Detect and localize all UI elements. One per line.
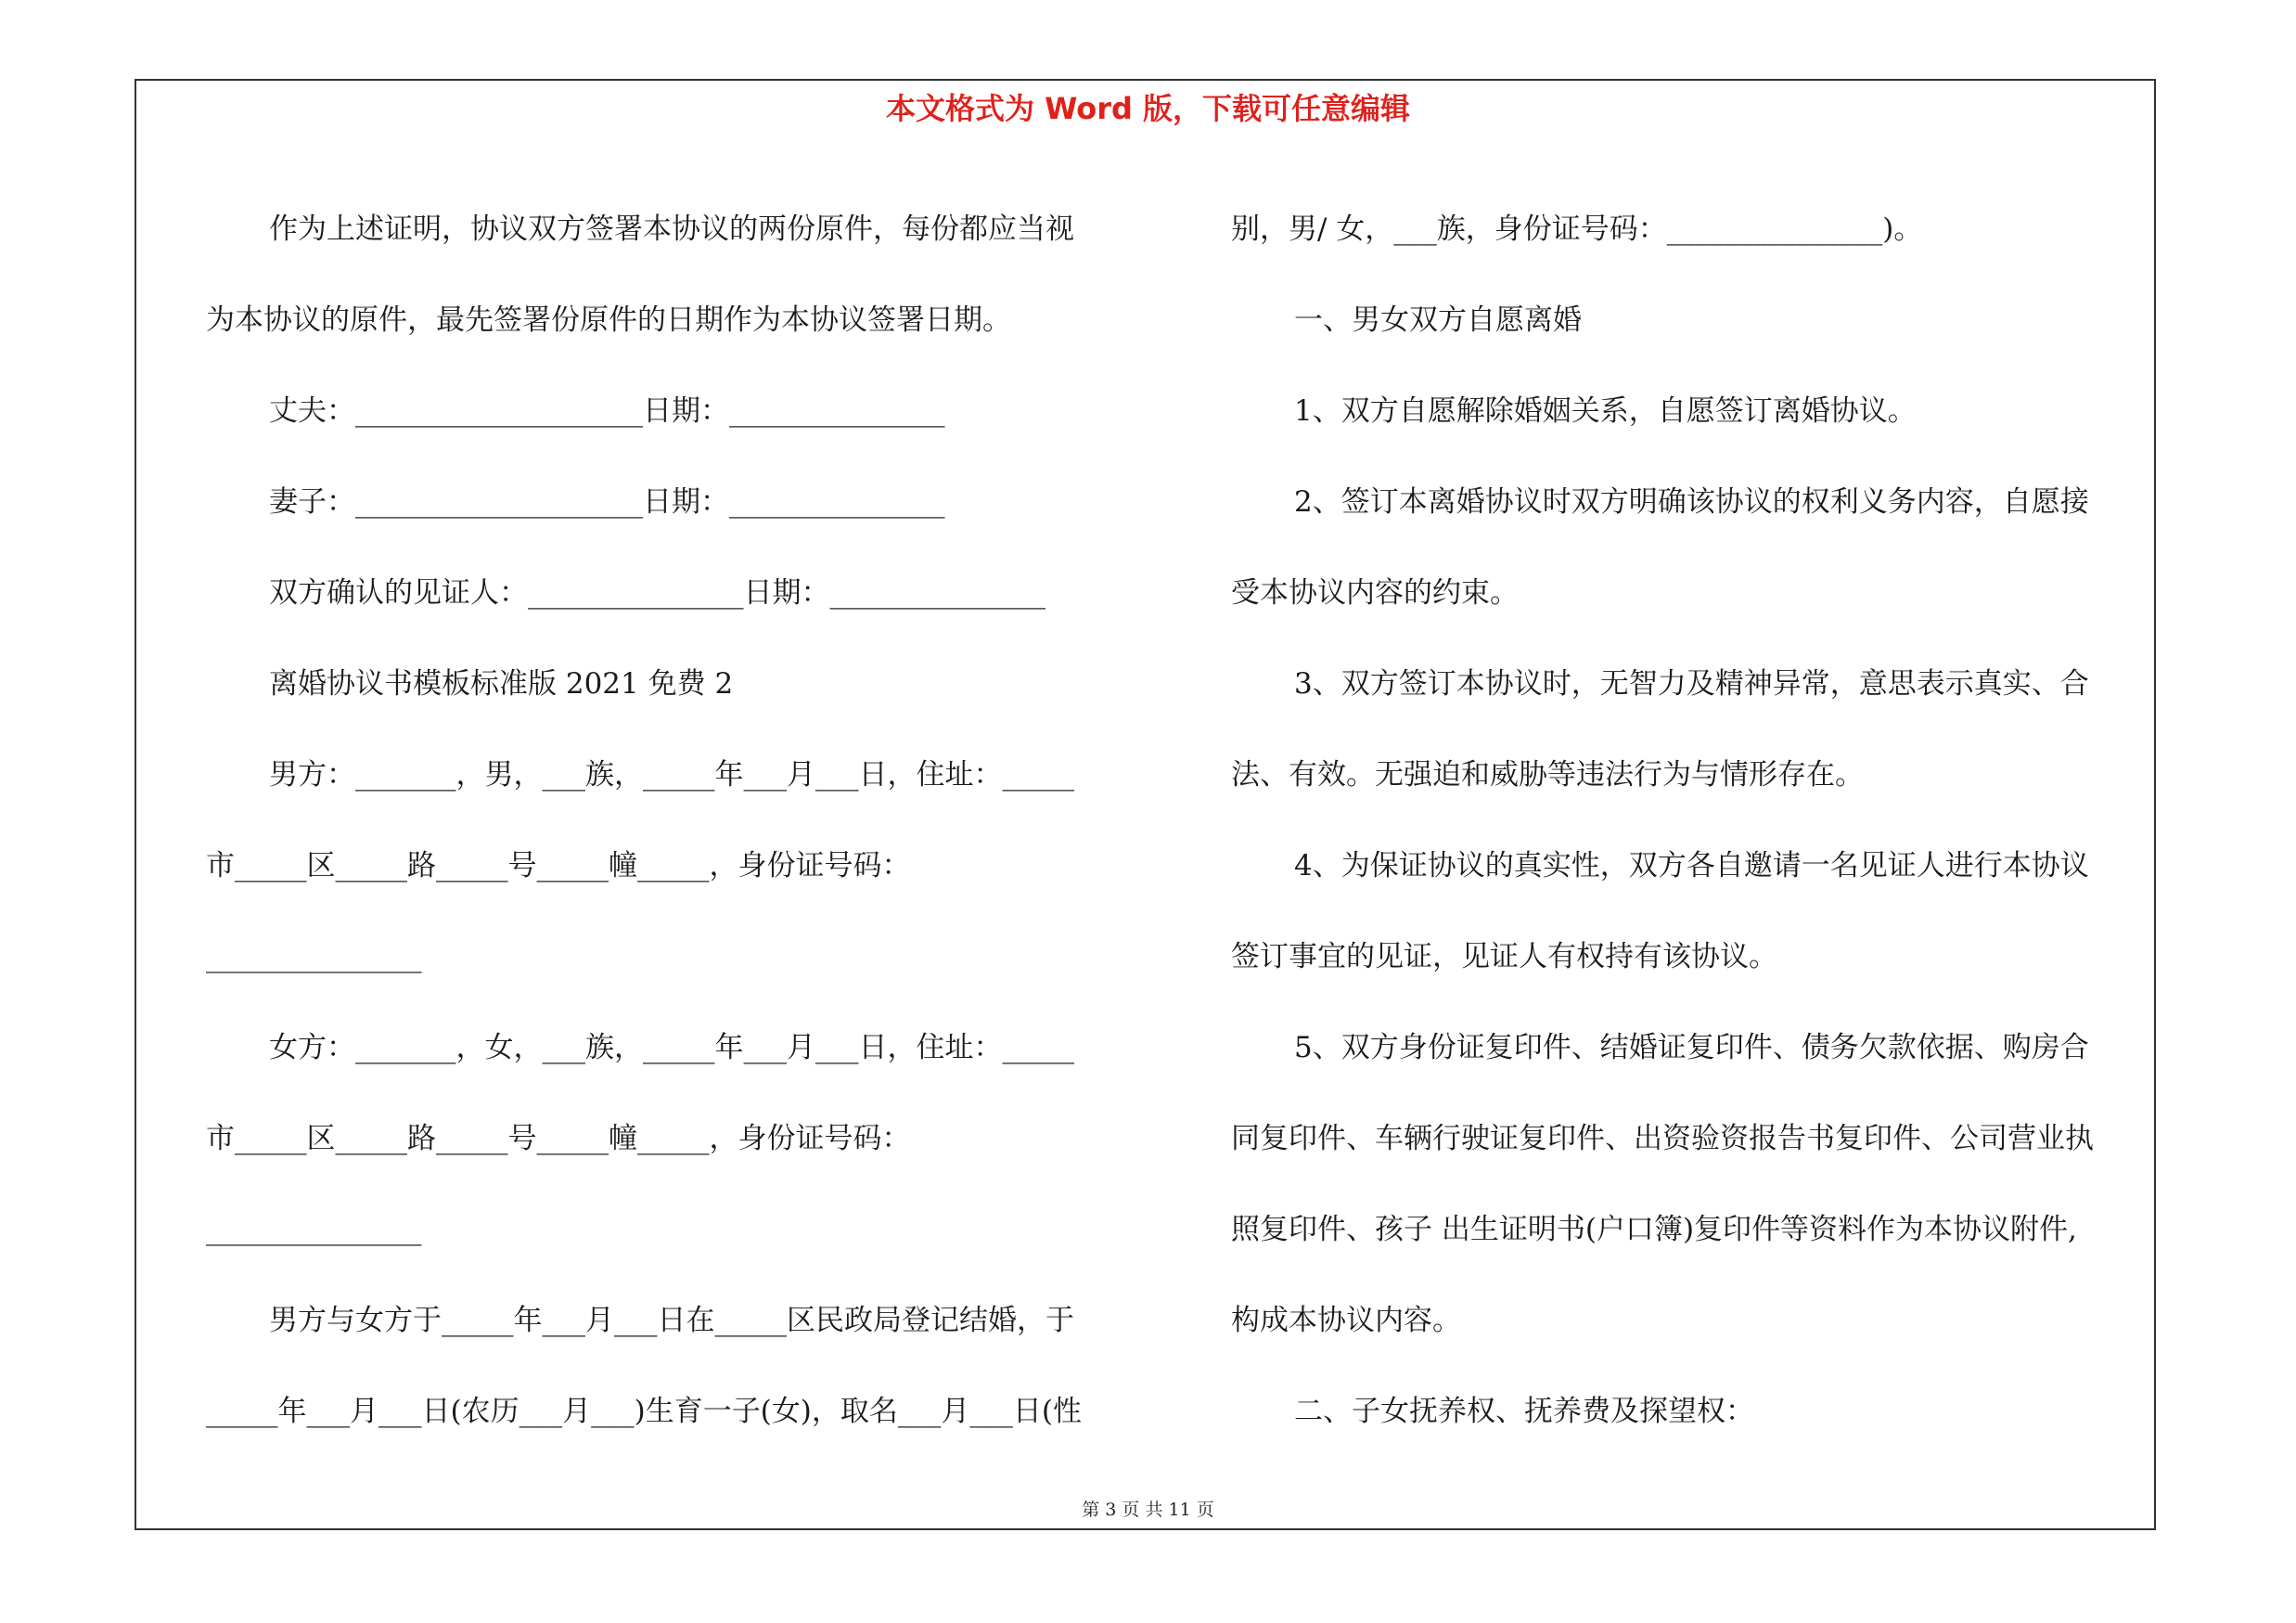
clause-5-cont: 照复印件、孩子 出生证明书(户口簿)复印件等资料作为本协议附件, — [1231, 1213, 2077, 1246]
page-number: 第 3 页 共 11 页 — [1082, 1500, 1214, 1520]
female-address-line: 市_____区_____路_____号_____幢_____，身份证号码： — [206, 1122, 911, 1155]
paragraph-line: 为本协议的原件，最先签署份原件的日期作为本协议签署日期。 — [206, 303, 1011, 337]
wife-signature-line: 妻子：____________________日期：_______________ — [269, 485, 945, 519]
female-id-blank: _______________ — [206, 1213, 422, 1246]
format-banner: 本文格式为 Word 版，下载可任意编辑 — [885, 91, 1411, 126]
male-id-blank: _______________ — [206, 940, 422, 973]
clause-5: 5、双方身份证复印件、结婚证复印件、债务欠款依据、购房合 — [1294, 1031, 2089, 1064]
male-address-line: 市_____区_____路_____号_____幢_____，身份证号码： — [206, 849, 911, 882]
clause-2: 2、签订本离婚协议时双方明确该协议的权利义务内容，自愿接 — [1294, 485, 2089, 519]
witness-signature-line: 双方确认的见证人：_______________日期：_______________ — [269, 576, 1045, 610]
clause-2-cont: 受本协议内容的约束。 — [1231, 576, 1519, 610]
husband-signature-line: 丈夫：____________________日期：_______________ — [269, 394, 945, 428]
section-heading-1: 一、男女双方自愿离婚 — [1294, 303, 1582, 337]
child-birth-line: _____年___月___日(农历___月___)生育一子(女)，取名___月___日(性 — [206, 1395, 1082, 1428]
clause-4: 4、为保证协议的真实性，双方各自邀请一名见证人进行本协议 — [1294, 849, 2089, 882]
clause-1: 1、双方自愿解除婚姻关系，自愿签订离婚协议。 — [1294, 394, 1917, 428]
clause-4-cont: 签订事宜的见证，见证人有权持有该协议。 — [1231, 940, 1777, 973]
paragraph-line: 作为上述证明，协议双方签署本协议的两份原件，每份都应当视 — [269, 213, 1074, 246]
left-column — [206, 184, 1134, 1457]
marriage-registration-line: 男方与女方于_____年___月___日在_____区民政局登记结婚，于 — [269, 1304, 1074, 1337]
clause-3: 3、双方签订本协议时，无智力及精神异常，意思表示真实、合 — [1294, 667, 2089, 701]
section-heading-2: 二、子女抚养权、抚养费及探望权： — [1294, 1395, 1754, 1428]
section-title: 离婚协议书模板标准版 2021 免费 2 — [269, 667, 734, 701]
clause-5-cont: 构成本协议内容。 — [1231, 1304, 1461, 1337]
paragraph-line: 别，男/ 女，___族，身份证号码：_______________)。 — [1231, 213, 1923, 246]
right-column — [1231, 184, 2159, 1457]
clause-3-cont: 法、有效。无强迫和威胁等违法行为与情形存在。 — [1231, 758, 1864, 792]
male-party-line: 男方：_______，男，___族，_____年___月___日，住址：_____ — [269, 758, 1074, 792]
female-party-line: 女方：_______，女，___族，_____年___月___日，住址：_____ — [269, 1031, 1074, 1064]
clause-5-cont: 同复印件、车辆行驶证复印件、出资验资报告书复印件、公司营业执 — [1231, 1122, 2094, 1155]
